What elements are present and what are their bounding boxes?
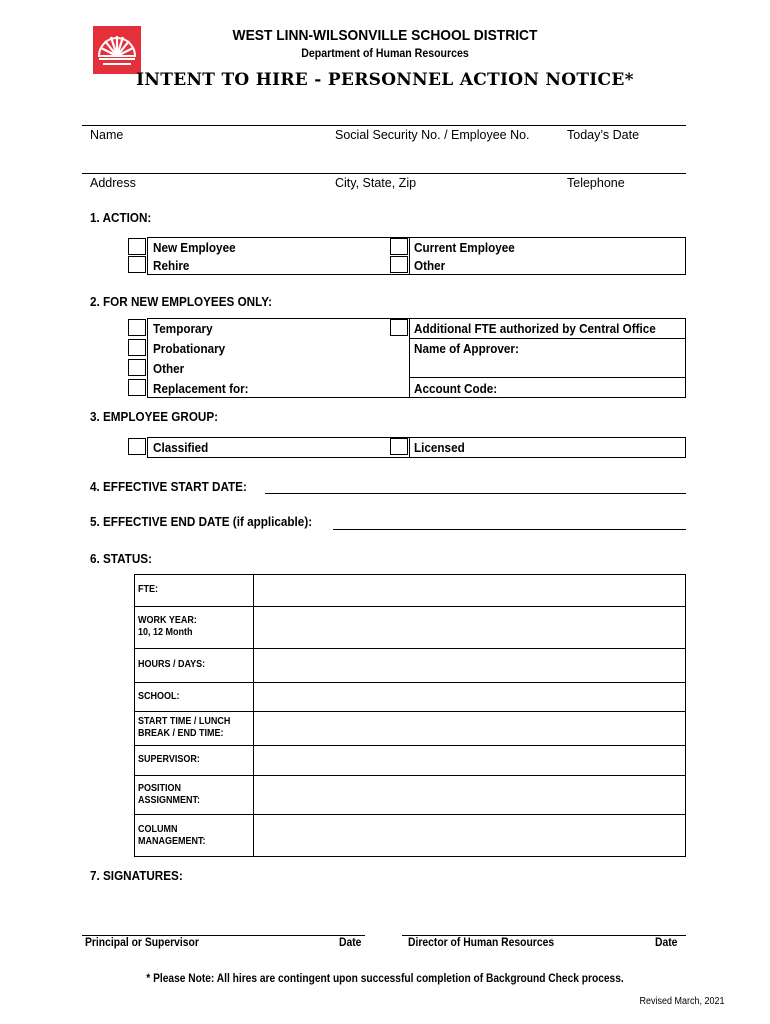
status-row-label: SUPERVISOR:: [138, 754, 200, 765]
status-row-field[interactable]: [254, 683, 685, 710]
end-date-label: 5. EFFECTIVE END DATE (if applicable):: [90, 514, 313, 529]
end-date-field[interactable]: [333, 529, 686, 530]
rehire-checkbox[interactable]: [128, 256, 146, 273]
new-employee-checkbox[interactable]: [128, 238, 146, 255]
employee-group-heading: 3. EMPLOYEE GROUP:: [90, 409, 219, 424]
other-action-label: Other: [414, 258, 446, 273]
licensed-label: Licensed: [414, 440, 465, 455]
principal-label: Principal or Supervisor: [85, 937, 199, 949]
replacement-checkbox[interactable]: [128, 379, 146, 396]
new-employees-divider: [409, 318, 410, 398]
status-row-field[interactable]: [254, 575, 685, 605]
status-heading: 6. STATUS:: [90, 551, 152, 566]
start-date-field[interactable]: [265, 493, 686, 494]
telephone-label: Telephone: [567, 176, 625, 190]
additional-fte-checkbox[interactable]: [390, 319, 408, 336]
city-state-zip-label: City, State, Zip: [335, 176, 417, 190]
name-label: Name: [90, 128, 124, 142]
action-heading: 1. ACTION:: [90, 210, 152, 225]
other-new-label: Other: [153, 361, 185, 376]
date1-label: Date: [339, 937, 362, 949]
director-label: Director of Human Resources: [408, 937, 555, 949]
current-employee-checkbox[interactable]: [390, 238, 408, 255]
account-code-label: Account Code:: [414, 381, 498, 396]
department-name: Department of Human Resources: [301, 48, 469, 60]
form-title: INTENT TO HIRE - PERSONNEL ACTION NOTICE*: [136, 70, 634, 90]
director-signature-line[interactable]: [402, 935, 686, 936]
action-divider: [409, 237, 410, 275]
rehire-label: Rehire: [153, 258, 190, 273]
status-row-field[interactable]: [254, 776, 685, 813]
new-employee-label: New Employee: [153, 240, 236, 255]
status-row-label: POSITION ASSIGNMENT:: [138, 782, 201, 806]
other-new-checkbox[interactable]: [128, 359, 146, 376]
top-rule: [82, 125, 686, 126]
additional-fte-label: Additional FTE authorized by Central Office: [414, 321, 656, 336]
status-row-field[interactable]: [254, 607, 685, 647]
revised-date: Revised March, 2021: [638, 996, 724, 1007]
new-employees-heading: 2. FOR NEW EMPLOYEES ONLY:: [90, 294, 273, 309]
status-row-field[interactable]: [254, 746, 685, 774]
other-action-checkbox[interactable]: [390, 256, 408, 273]
current-employee-label: Current Employee: [414, 240, 515, 255]
principal-signature-line[interactable]: [82, 935, 365, 936]
address-label: Address: [90, 176, 136, 190]
approver-label: Name of Approver:: [414, 341, 519, 356]
classified-label: Classified: [153, 440, 209, 455]
probationary-label: Probationary: [153, 341, 226, 356]
licensed-checkbox[interactable]: [390, 438, 408, 455]
status-row-label: HOURS / DAYS:: [138, 659, 206, 670]
replacement-label: Replacement for:: [153, 381, 249, 396]
status-row-field[interactable]: [254, 712, 685, 744]
status-row-field[interactable]: [254, 649, 685, 681]
probationary-checkbox[interactable]: [128, 339, 146, 356]
ssn-label: Social Security No. / Employee No.: [335, 128, 530, 142]
status-row-label: SCHOOL:: [138, 690, 180, 702]
today-date-label: Today’s Date: [567, 128, 640, 142]
status-row-field[interactable]: [254, 815, 685, 856]
start-date-label: 4. EFFECTIVE START DATE:: [90, 479, 247, 494]
employee-group-divider: [409, 437, 410, 458]
status-row-label: FTE:: [138, 584, 158, 595]
status-row-label: COLUMN MANAGEMENT:: [138, 823, 206, 847]
fte-rule: [409, 338, 686, 339]
date2-label: Date: [655, 937, 678, 949]
temporary-label: Temporary: [153, 321, 213, 336]
approver-rule: [409, 377, 686, 378]
district-name: WEST LINN-WILSONVILLE SCHOOL DISTRICT: [232, 27, 538, 44]
classified-checkbox[interactable]: [128, 438, 146, 455]
status-row-label: START TIME / LUNCH BREAK / END TIME:: [138, 716, 231, 739]
background-check-note: * Please Note: All hires are contingent upon successful completion of Background Check process.: [146, 971, 624, 985]
signatures-heading: 7. SIGNATURES:: [90, 868, 183, 883]
address-rule: [82, 173, 686, 174]
status-row-label: WORK YEAR: 10, 12 Month: [138, 615, 197, 638]
temporary-checkbox[interactable]: [128, 319, 146, 336]
